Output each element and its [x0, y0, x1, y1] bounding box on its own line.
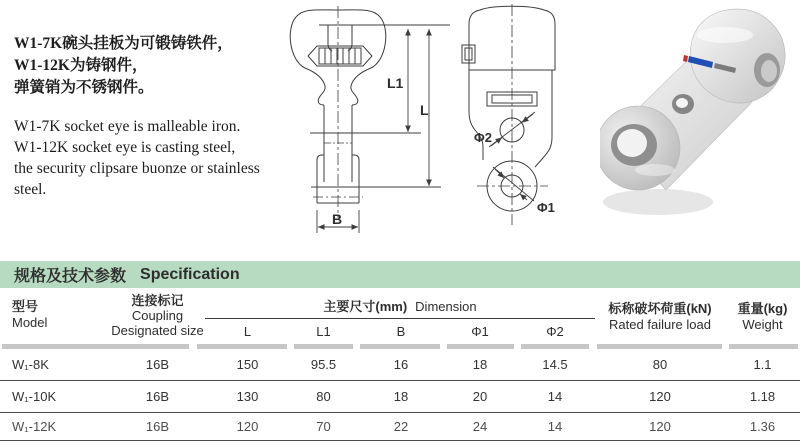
description-zh-line: W1-7K碗头挂板为可锻铸铁件，	[14, 35, 233, 52]
cell-load: 120	[649, 389, 671, 404]
cell-l: 120	[236, 419, 259, 434]
cell-phi1: 20	[472, 389, 488, 404]
cell-coupling: 16B	[145, 357, 170, 372]
header-col-b: B	[396, 324, 406, 339]
dim-label-phi2: Φ2	[474, 130, 492, 145]
cell-b: 18	[393, 389, 409, 404]
cell-weight: 1.36	[749, 419, 776, 434]
product-description	[14, 33, 289, 200]
cell-coupling: 16B	[145, 389, 170, 404]
cell-weight: 1.1	[753, 357, 772, 372]
header-model: 型号 Model	[12, 299, 48, 330]
cell-load: 80	[652, 357, 668, 372]
cell-coupling: 16B	[145, 419, 170, 434]
cell-l1: 70	[316, 419, 331, 434]
cell-l1: 80	[316, 389, 331, 404]
section-header	[0, 261, 800, 288]
side-view-drawing	[462, 4, 555, 225]
table-row	[0, 381, 800, 413]
cell-l1: 95.5	[310, 357, 337, 372]
cell-model: W₁-10K	[12, 389, 57, 404]
cell-l: 150	[236, 357, 259, 372]
header-coupling: 连接标记 Coupling Designated size	[111, 293, 204, 338]
description-zh-line: 弹簧销为不锈钢件。	[14, 79, 154, 96]
cell-load: 120	[649, 419, 671, 434]
description-en-line: W1-12K socket eye is casting steel,	[14, 139, 236, 156]
description-zh-line: W1-12K为铸钢件，	[14, 57, 148, 74]
header-col-phi2: Φ2	[546, 324, 564, 339]
cell-b: 16	[393, 357, 409, 372]
header-col-phi1: Φ1	[471, 324, 489, 339]
product-photo	[600, 0, 800, 250]
header-col-l1: L1	[316, 324, 331, 339]
spec-table-header	[0, 292, 800, 344]
section-title-en: Specification	[140, 265, 240, 283]
cell-phi2: 14.5	[542, 357, 568, 372]
section-title-zh: 规格及技术参数	[14, 268, 127, 285]
cell-phi1: 24	[472, 419, 488, 434]
photo-shadow	[603, 189, 713, 215]
cell-weight: 1.18	[749, 389, 776, 404]
header-rated-load: 标称破坏荷重(kN) Rated failure load	[608, 301, 712, 332]
cell-l: 130	[236, 389, 259, 404]
description-en-line: W1-7K socket eye is malleable iron.	[14, 118, 241, 135]
dim-label-phi1: Φ1	[537, 200, 555, 215]
technical-drawing	[283, 0, 605, 250]
front-view-drawing	[290, 6, 450, 233]
cell-b: 22	[393, 419, 409, 434]
dim-label-l: L	[420, 102, 429, 118]
dim-label-b: B	[332, 211, 343, 227]
header-weight: 重量(kg) Weight	[737, 301, 788, 332]
header-col-l: L	[243, 324, 252, 339]
cell-phi1: 18	[472, 357, 488, 372]
cell-model: W₁-8K	[12, 357, 49, 372]
description-en-line: the security clipsare buonze or stainless steel.	[14, 160, 260, 198]
table-row	[0, 413, 800, 441]
header-dimension-group: 主要尺寸(mm) Dimension L L1 B Φ1 Φ2	[205, 296, 595, 339]
spec-table-body	[0, 349, 800, 441]
cell-model: W₁-12K	[12, 419, 57, 434]
cell-phi2: 14	[547, 389, 563, 404]
dim-label-l1: L1	[387, 75, 404, 91]
cell-phi2: 14	[547, 419, 563, 434]
table-row	[0, 349, 800, 381]
spring-clip	[308, 46, 372, 66]
